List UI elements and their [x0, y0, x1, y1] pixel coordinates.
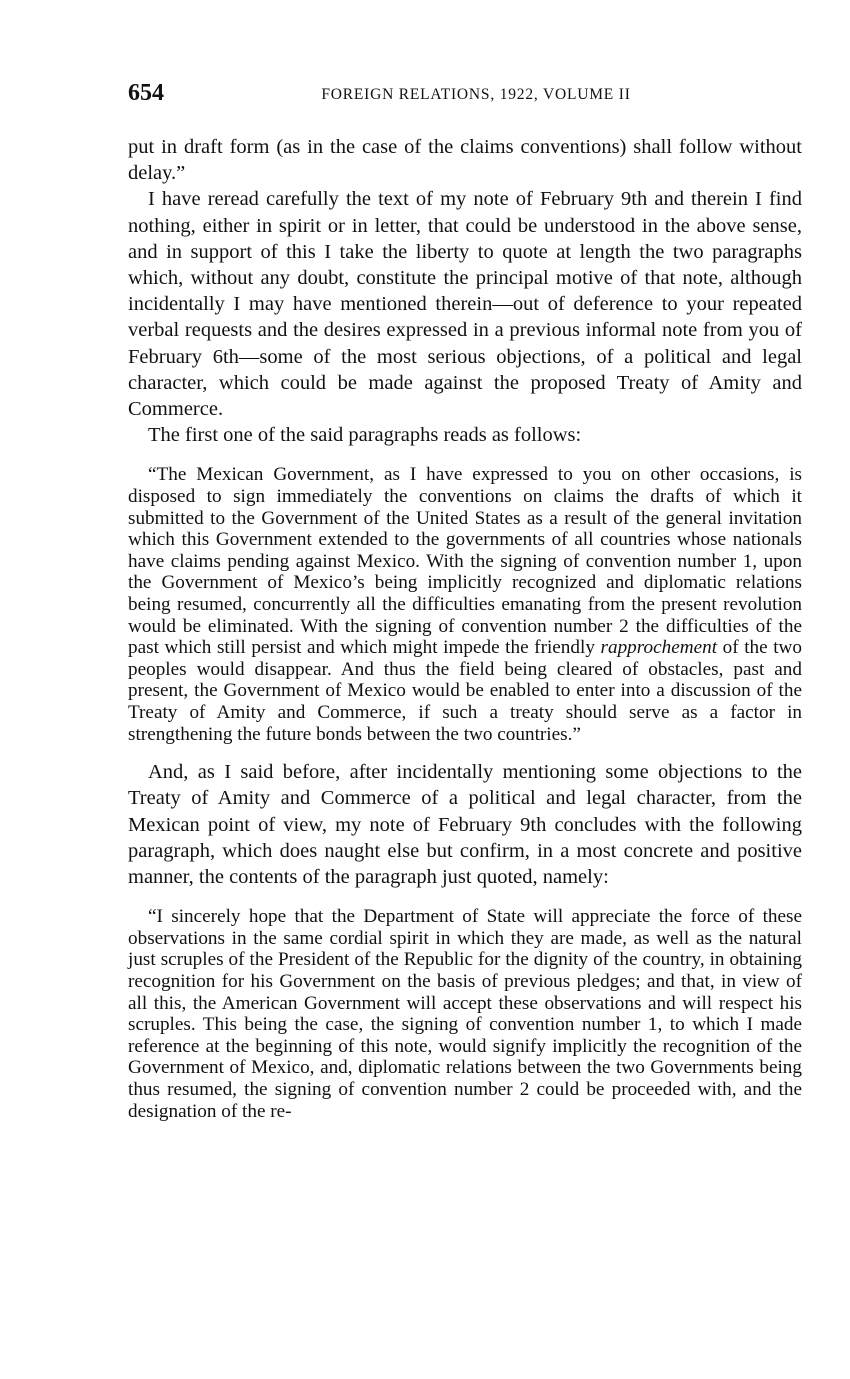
block-quote-second: “I sincerely hope that the Department of State will appreciate the force of these observations in the same cordial spirit in which they are made, as well as the natural just scruples of the President of the Republic for the dignity of the country, in obtaining recognition for his Government on the basis of previous pledges; and that, in view of all this, the American Government will accept these observations and will respect his scruples. This being the case, the signing of convention number 1, to which I made reference at the beginning of this note, would signify implicitly the recognition of the Government of Mexico, and, diplomatic relations between the two Governments being thus resumed, the signing of convention number 2 could be proceeded with, and the designation of the re- [128, 906, 802, 1122]
quote-italic-term: rapprochement [600, 637, 718, 659]
paragraph-as-i-said: And, as I said before, after incidentally mentioning some objections to the Treaty of Amity and Commerce of a political and legal character, from the Mexican point of view, my note of February 9th concludes with the following paragraph, which does naught else but confirm, in a most concrete and positive manner, the contents of the paragraph just quoted, namely: [128, 761, 802, 888]
quote-text: of the two peoples would disappear. And thus the field being cleared of obstacles, past and present, the Government of Mexico would be enabled to enter into a discussion of the Treaty of Amity and Commerce, if such a treaty should serve as a factor in strengthening the future bonds between the two countries.” [128, 637, 802, 745]
page-header [128, 80, 802, 114]
document-page [128, 80, 802, 1122]
page-number: 654 [128, 80, 164, 106]
paragraph-reread: I have reread carefully the text of my note of February 9th and therein I find nothing, either in spirit or in letter, that could be understood in the above sense, and in support of this I take the liberty to quote at length the two paragraphs which, without any doubt, constitute the principal motive of that note, although incidentally I may have mentioned therein—out of deference to your repeated verbal requests and the desires expressed in a previous informal note from you of February 6th—some of the most serious objections, of a political and legal character, which could be made against the proposed Treaty of Amity and Commerce. [128, 188, 802, 421]
paragraph-intro-quote: The first one of the said paragraphs reads as follows: [148, 424, 582, 447]
block-quote-first [128, 464, 802, 745]
running-head-text: FOREIGN RELATIONS, 1922, VOLUME II [321, 86, 631, 103]
running-head [128, 86, 802, 104]
quote-text: “The Mexican Government, as I have expressed to you on other occasions, is disposed to sign immediately the conventions on claims the drafts of which it submitted to the Government of the United States as a result of the general invitation which this Government extended to the governments of all countries whose nationals have claims pending against Mexico. With the signing of convention number 1, upon the Government of Mexico’s being implicitly recognized and diplomatic relations being resumed, concurrently all the difficulties emanating from the present revolution would be eliminated. With the signing of convention number 2 the difficulties of the past which still persist and which might impede the friendly [128, 464, 802, 659]
paragraph-continuation: put in draft form (as in the case of the claims conventions) shall follow without delay.” [128, 136, 802, 185]
